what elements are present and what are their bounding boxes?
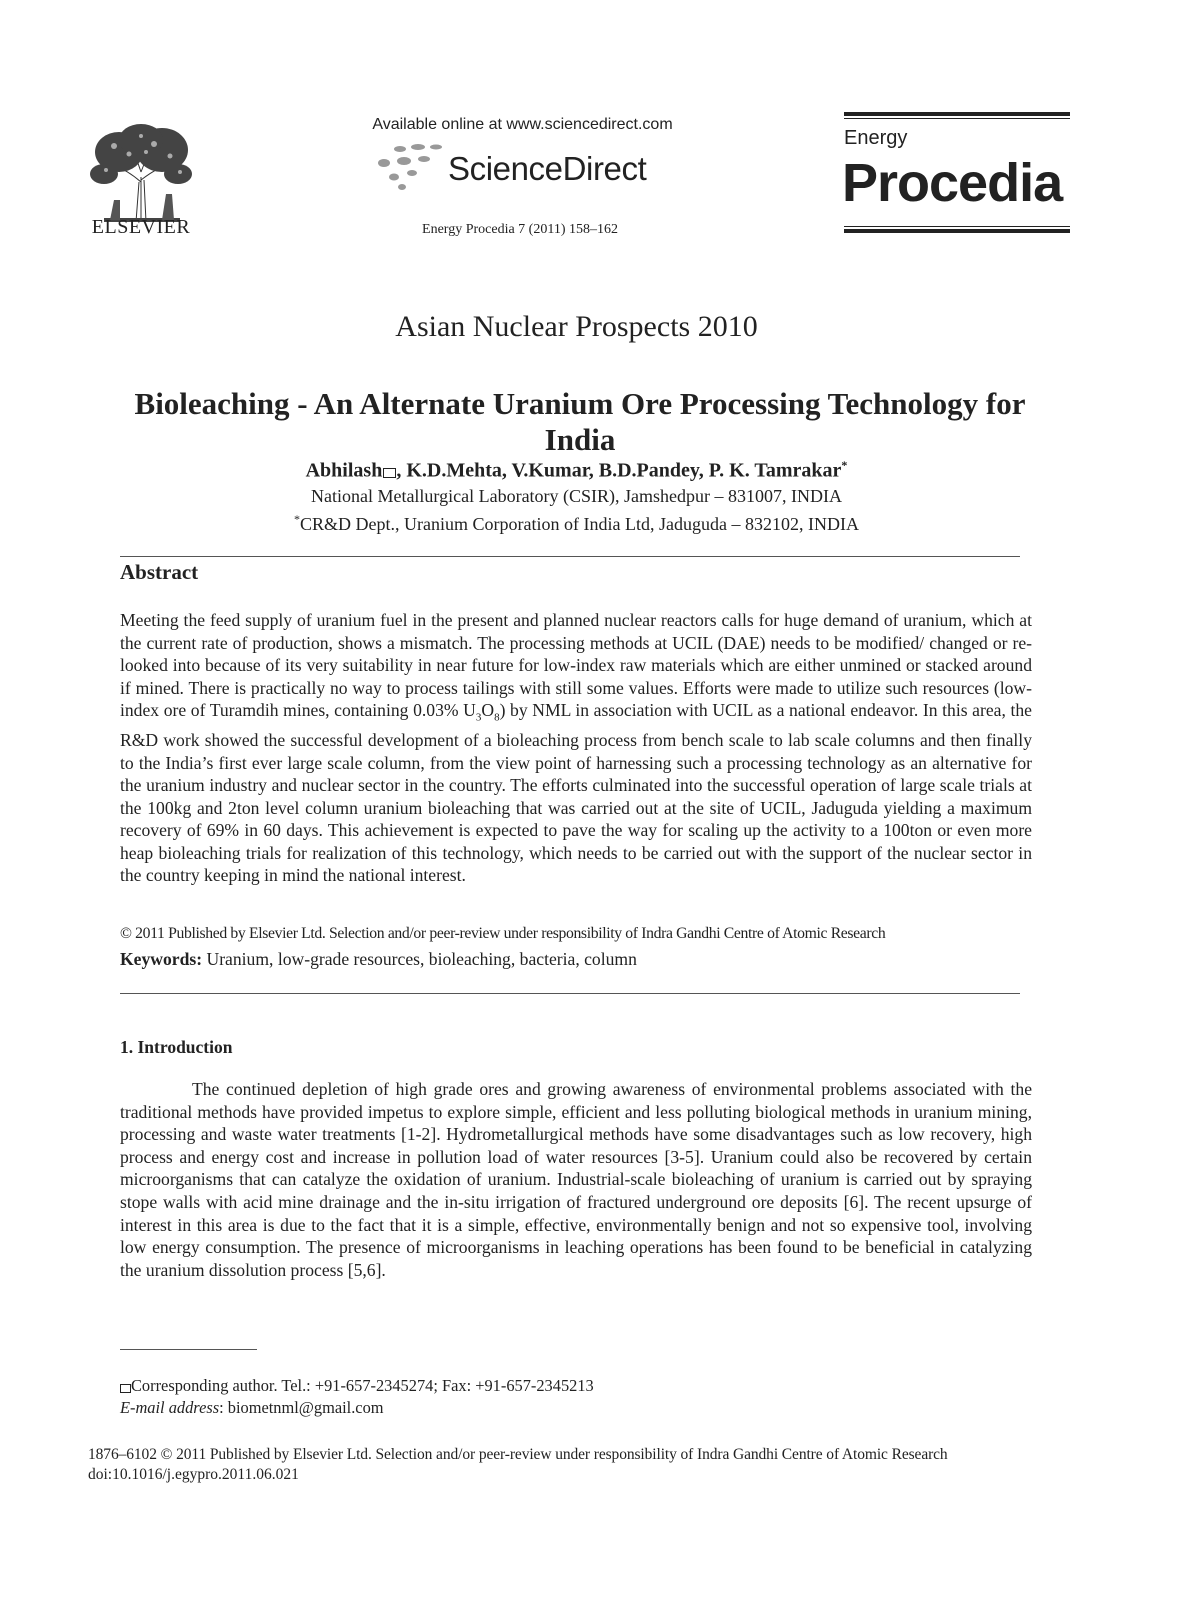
abstract-heading: Abstract xyxy=(120,560,199,584)
publisher-name: ELSEVIER xyxy=(91,216,191,238)
journal-logo-rule xyxy=(844,118,1070,119)
abstract-body xyxy=(120,609,1032,887)
sciencedirect-wordmark: ScienceDirect xyxy=(448,150,647,187)
paper-title: Bioleaching - An Alternate Uranium Ore Processing Technology for India xyxy=(134,386,1026,457)
affiliation-2 xyxy=(0,512,1153,535)
sciencedirect-dots-logo xyxy=(374,143,454,193)
divider xyxy=(120,993,1020,994)
keywords xyxy=(120,949,1040,970)
journal-reference: Energy Procedia 7 (2011) 158–162 xyxy=(422,222,618,237)
abstract-copyright: © 2011 Published by Elsevier Ltd. Selection and/or peer-review under responsibility of Indra Gandhi Centre of Atomic Research xyxy=(120,925,886,942)
divider xyxy=(120,556,1020,557)
journal-logo-energy: Energy xyxy=(844,127,908,149)
keywords-list: Uranium, low-grade resources, bioleaching, bacteria, column xyxy=(202,949,637,969)
keywords-label: Keywords: xyxy=(120,949,203,969)
email-label: E-mail address xyxy=(120,1398,220,1417)
footnote-rule xyxy=(120,1349,257,1350)
conference-name: Asian Nuclear Prospects 2010 xyxy=(395,310,758,343)
author-asterisk: * xyxy=(841,458,848,472)
introduction-text: The continued depletion of high grade ores and growing awareness of environmental problems associated with the traditional methods have provided impetus to explore simple, efficient and less polluting biological methods in uranium mining, processing and waste water treatments [1-2]. Hydrometallurgical methods have some disadvantages such as low recovery, high process and energy cost and increase in pollution load of water resources [3-5]. Uranium could also be recovered by certain microorganisms that can catalyze the oxidation of uranium. Industrial-scale bioleaching of uranium is carried out by spraying stope walls with acid mine drainage and the in-situ irrigation of fractured underground ore deposits [6]. The recent upsurge of interest in this area is due to the fact that it is a simple, effective, environmentally benign and not so expensive tool, involving low energy consumption. The presence of microorganisms in leaching operations has been found to be beneficial in catalyzing the uranium dissolution process [5,6]. xyxy=(120,1079,1032,1280)
section-heading: 1. Introduction xyxy=(120,1037,233,1057)
affiliation-1: National Metallurgical Laboratory (CSIR), Jamshedpur – 831007, INDIA xyxy=(310,486,843,506)
envelope-icon xyxy=(120,1384,131,1393)
abstract-text-2: ) by NML in association with UCIL as a national endeavor. In this area, the R&D work showed the successful development of a bioleaching process from bench scale to lab scale columns and then finally to the India’s first ever large scale column, from the view point of harnessing such a processing technology as an alternative for the uranium industry and nuclear sector in the country. The efforts culminated into the successful operation of large scale trials at the 100kg and 2ton level column uranium bioleaching that was carried out at the site of UCIL, Jaduguda yielding a maximum recovery of 69% in 60 days. This achievement is expected to pave the way for scaling up the activity to a 100ton or even more heap bioleaching trials for realization of this technology, which needs to be carried out with the support of the nuclear sector in the country keeping in mind the national interest. xyxy=(120,700,1032,886)
other-authors: , K.D.Mehta, V.Kumar, B.D.Pandey, P. K. Tamrakar xyxy=(396,459,842,482)
journal-logo-rule xyxy=(844,112,1070,116)
abstract-text-o: O xyxy=(481,700,495,720)
first-author: Abhilash xyxy=(305,459,383,482)
email-footnote xyxy=(120,1398,384,1418)
journal-logo-rule xyxy=(844,226,1070,227)
corresponding-text: Corresponding author. Tel.: +91-657-2345274; Fax: +91-657-2345213 xyxy=(131,1376,594,1395)
corresponding-author-footnote xyxy=(120,1376,594,1399)
introduction-body xyxy=(120,1078,1032,1281)
footer-copyright: 1876–6102 © 2011 Published by Elsevier Ltd. Selection and/or peer-review under responsibility of Indra Gandhi Centre of Atomic Research xyxy=(88,1446,948,1463)
journal-logo-rule xyxy=(844,229,1070,233)
affiliation-asterisk: * xyxy=(294,512,301,526)
subscript: 8 xyxy=(494,711,500,724)
author-list xyxy=(0,458,1153,486)
footer-doi: doi:10.1016/j.egypro.2011.06.021 xyxy=(88,1466,299,1483)
subscript: 3 xyxy=(475,711,482,724)
abstract-text-1: Meeting the feed supply of uranium fuel in the present and planned nuclear reactors calls for huge demand of uranium, which at the current rate of production, shows a mismatch. The processing methods at UCIL (DAE) needs to be modified/ changed or re-looked into because of its very suitability in near future for low-index raw materials which are either unmined or stacked around if mined. There is practically no way to process tailings with still some values. Efforts were made to utilize such resources (low-index ore of Turamdih mines, containing 0.03% U xyxy=(120,610,1032,720)
journal-logo-procedia: Procedia xyxy=(842,153,1063,213)
available-online-text: Available online at www.sciencedirect.com xyxy=(372,116,673,133)
affiliation-2-text: CR&D Dept., Uranium Corporation of India Ltd, Jaduguda – 832102, INDIA xyxy=(300,514,859,534)
envelope-icon xyxy=(383,468,396,478)
email-address: : biometnml@gmail.com xyxy=(219,1398,384,1417)
